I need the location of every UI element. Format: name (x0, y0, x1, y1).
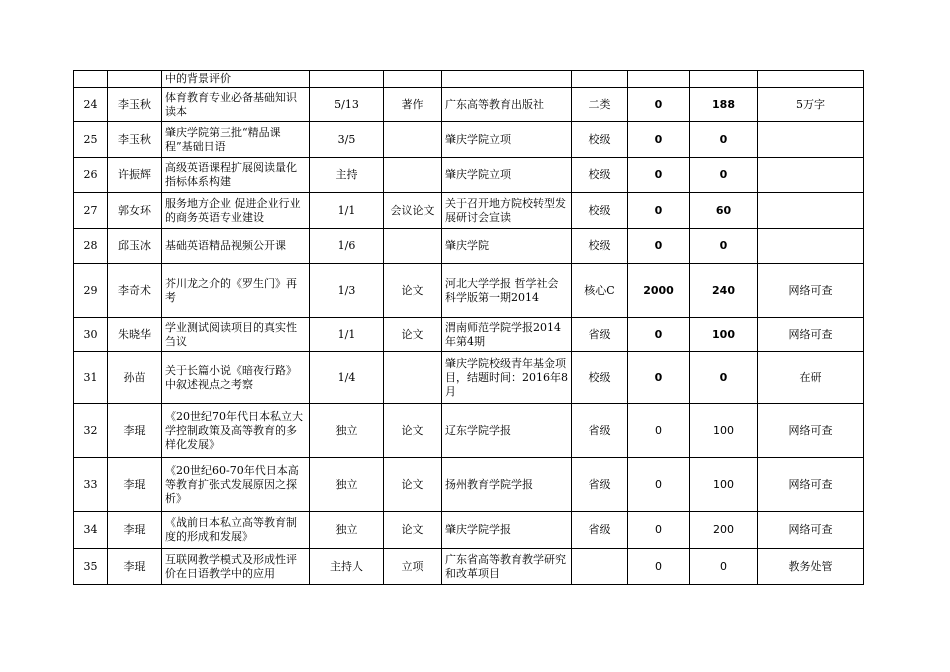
author-name: 李玉秋 (108, 88, 162, 122)
work-type (384, 352, 442, 404)
author-name: 郭女环 (108, 193, 162, 229)
author-name: 邱玉冰 (108, 229, 162, 264)
work-level: 省级 (572, 318, 628, 352)
table-row (74, 318, 864, 352)
remark: 5万字 (758, 88, 864, 122)
author-rank: 独立 (310, 404, 384, 458)
author-name: 孙苗 (108, 352, 162, 404)
publication-source: 辽东学院学报 (442, 404, 572, 458)
value-col9: 200 (690, 512, 758, 549)
author-name: 许振辉 (108, 158, 162, 193)
remark (758, 229, 864, 264)
value-col9: 100 (690, 318, 758, 352)
publication-source: 广东高等教育出版社 (442, 88, 572, 122)
table-row (74, 229, 864, 264)
table-row (74, 512, 864, 549)
work-level: 省级 (572, 404, 628, 458)
work-title: 中的背景评价 (162, 71, 310, 88)
row-index: 31 (74, 352, 108, 404)
work-title: 《20世纪70年代日本私立大学控制政策及高等教育的多样化发展》 (162, 404, 310, 458)
value-col9: 240 (690, 264, 758, 318)
achievement-table (73, 70, 864, 585)
value-col8: 0 (628, 404, 690, 458)
remark: 网络可查 (758, 458, 864, 512)
work-type: 论文 (384, 264, 442, 318)
publication-source: 肇庆学院立项 (442, 158, 572, 193)
remark: 网络可查 (758, 318, 864, 352)
work-level: 校级 (572, 122, 628, 158)
work-level: 校级 (572, 193, 628, 229)
row-index: 24 (74, 88, 108, 122)
author-rank: 1/6 (310, 229, 384, 264)
work-type: 著作 (384, 88, 442, 122)
work-level: 省级 (572, 512, 628, 549)
value-col9: 60 (690, 193, 758, 229)
work-type: 论文 (384, 318, 442, 352)
remark: 在研 (758, 352, 864, 404)
row-index: 35 (74, 549, 108, 585)
work-title: 高级英语课程扩展阅读量化指标体系构建 (162, 158, 310, 193)
publication-source: 渭南师范学院学报2014年第4期 (442, 318, 572, 352)
work-title: 芥川龙之介的《罗生门》再考 (162, 264, 310, 318)
table-row (74, 193, 864, 229)
work-title: 基础英语精品视频公开课 (162, 229, 310, 264)
author-rank (310, 71, 384, 88)
row-index: 27 (74, 193, 108, 229)
remark (758, 158, 864, 193)
publication-source: 关于召开地方院校转型发展研讨会宣读 (442, 193, 572, 229)
work-type: 会议论文 (384, 193, 442, 229)
publication-source: 肇庆学院立项 (442, 122, 572, 158)
row-index: 32 (74, 404, 108, 458)
author-name: 李琨 (108, 549, 162, 585)
work-type: 论文 (384, 458, 442, 512)
table-row (74, 71, 864, 88)
work-title: 体育教育专业必备基础知识读本 (162, 88, 310, 122)
work-type: 论文 (384, 404, 442, 458)
remark (758, 193, 864, 229)
value-col9 (690, 71, 758, 88)
table-row (74, 88, 864, 122)
value-col8: 0 (628, 158, 690, 193)
value-col8: 0 (628, 122, 690, 158)
author-rank: 1/1 (310, 193, 384, 229)
author-name: 李玉秋 (108, 122, 162, 158)
value-col8: 0 (628, 352, 690, 404)
author-rank: 独立 (310, 458, 384, 512)
publication-source: 肇庆学院学报 (442, 512, 572, 549)
publication-source: 肇庆学院 (442, 229, 572, 264)
value-col8: 0 (628, 88, 690, 122)
work-type: 立项 (384, 549, 442, 585)
work-level: 校级 (572, 352, 628, 404)
value-col8: 0 (628, 549, 690, 585)
table-row (74, 264, 864, 318)
row-index (74, 71, 108, 88)
publication-source: 扬州教育学院学报 (442, 458, 572, 512)
work-title: 互联网教学模式及形成性评价在日语教学中的应用 (162, 549, 310, 585)
row-index: 29 (74, 264, 108, 318)
row-index: 28 (74, 229, 108, 264)
author-rank: 1/1 (310, 318, 384, 352)
author-rank: 1/4 (310, 352, 384, 404)
table-row (74, 352, 864, 404)
work-level: 校级 (572, 229, 628, 264)
author-name: 李琨 (108, 404, 162, 458)
value-col9: 0 (690, 352, 758, 404)
remark (758, 71, 864, 88)
value-col9: 100 (690, 458, 758, 512)
author-name (108, 71, 162, 88)
author-name: 李琨 (108, 512, 162, 549)
value-col8 (628, 71, 690, 88)
work-type: 论文 (384, 512, 442, 549)
work-type (384, 158, 442, 193)
work-level: 核心C (572, 264, 628, 318)
author-name: 李奇术 (108, 264, 162, 318)
work-title: 肇庆学院第三批“精品课程”基础日语 (162, 122, 310, 158)
work-title: 服务地方企业 促进企业行业的商务英语专业建设 (162, 193, 310, 229)
work-title: 《战前日本私立高等教育制度的形成和发展》 (162, 512, 310, 549)
remark: 教务处管 (758, 549, 864, 585)
table-row (74, 122, 864, 158)
value-col8: 0 (628, 229, 690, 264)
value-col9: 0 (690, 549, 758, 585)
work-level: 二类 (572, 88, 628, 122)
row-index: 33 (74, 458, 108, 512)
value-col9: 0 (690, 158, 758, 193)
row-index: 30 (74, 318, 108, 352)
remark: 网络可查 (758, 404, 864, 458)
work-type (384, 122, 442, 158)
author-name: 朱晓华 (108, 318, 162, 352)
value-col9: 188 (690, 88, 758, 122)
work-title: 学业测试阅读项目的真实性刍议 (162, 318, 310, 352)
table-row (74, 404, 864, 458)
work-title: 《20世纪60-70年代日本高等教育扩张式发展原因之探析》 (162, 458, 310, 512)
author-name: 李琨 (108, 458, 162, 512)
author-rank: 1/3 (310, 264, 384, 318)
work-level (572, 71, 628, 88)
work-level: 省级 (572, 458, 628, 512)
work-type (384, 71, 442, 88)
value-col9: 100 (690, 404, 758, 458)
value-col8: 0 (628, 318, 690, 352)
value-col8: 2000 (628, 264, 690, 318)
author-rank: 3/5 (310, 122, 384, 158)
row-index: 26 (74, 158, 108, 193)
value-col8: 0 (628, 193, 690, 229)
row-index: 34 (74, 512, 108, 549)
author-rank: 独立 (310, 512, 384, 549)
publication-source (442, 71, 572, 88)
remark: 网络可查 (758, 512, 864, 549)
remark: 网络可查 (758, 264, 864, 318)
work-title: 关于长篇小说《暗夜行路》中叙述视点之考察 (162, 352, 310, 404)
work-level (572, 549, 628, 585)
work-level: 校级 (572, 158, 628, 193)
table-row (74, 549, 864, 585)
table-row (74, 458, 864, 512)
value-col8: 0 (628, 512, 690, 549)
value-col9: 0 (690, 122, 758, 158)
value-col9: 0 (690, 229, 758, 264)
row-index: 25 (74, 122, 108, 158)
publication-source: 肇庆学院校级青年基金项目，结题时间：2016年8月 (442, 352, 572, 404)
author-rank: 5/13 (310, 88, 384, 122)
value-col8: 0 (628, 458, 690, 512)
work-type (384, 229, 442, 264)
publication-source: 广东省高等教育教学研究和改革项目 (442, 549, 572, 585)
remark (758, 122, 864, 158)
author-rank: 主持 (310, 158, 384, 193)
publication-source: 河北大学学报 哲学社会科学版第一期2014 (442, 264, 572, 318)
author-rank: 主持人 (310, 549, 384, 585)
table-row (74, 158, 864, 193)
